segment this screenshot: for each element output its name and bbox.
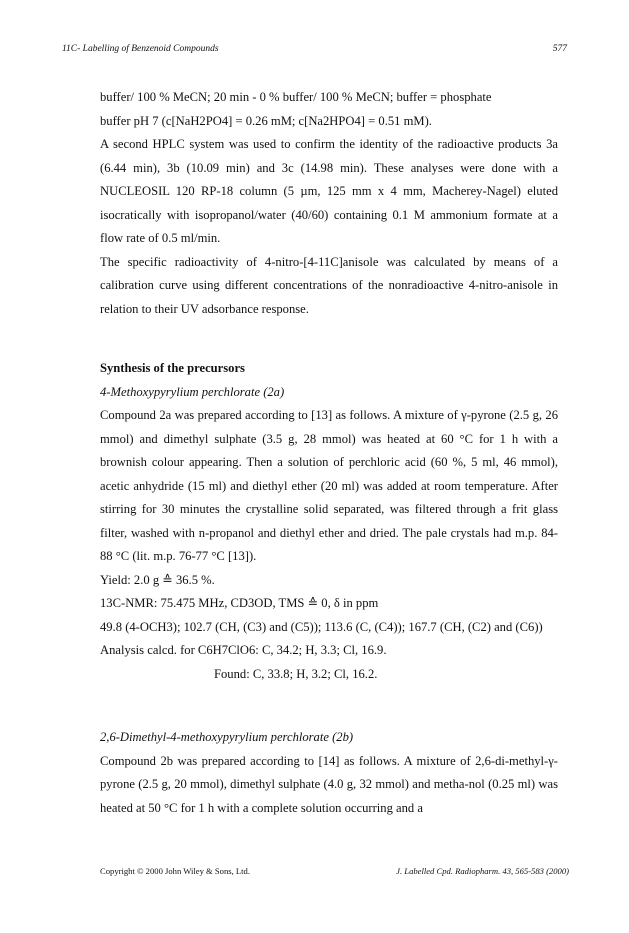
analysis-found: Found: C, 33.8; H, 3.2; Cl, 16.2.	[214, 666, 378, 681]
paragraph-specific-radioactivity: The specific radioactivity of 4-nitro-[4-11C]anisole was calculated by means of a calibration curve using different concentrations of the nonradioactive 4-nitro-anisole in relation to their UV adsorbance response.	[100, 254, 558, 316]
paragraph-line: buffer/ 100 % MeCN; 20 min - 0 % buffer/ 100 % MeCN; buffer = phosphate	[100, 90, 492, 104]
subsection-heading: 4-Methoxypyrylium perchlorate (2a)	[100, 384, 285, 399]
section-heading: Synthesis of the precursors	[100, 361, 245, 375]
yield-line: Yield: 2.0 g ≙ 36.5 %.	[100, 572, 215, 587]
paragraph-hplc-second-system: A second HPLC system was used to confirm the identity of the radioactive products 3a (6.44 min), 3b (10.09 min) and 3c (14.98 min). These analyses were done with a NUCLEOSIL 120 RP-18 column (5 µm, 125 mm x 4 mm, Macherey-Nagel) eluted isocratically with isopropanol/water (40/60) containing 0.1 M ammonium formate at a flow rate of 0.5 ml/min.	[100, 137, 558, 245]
paragraph-procedure: Compound 2a was prepared according to [13] as follows. A mixture of γ-pyrone (2.5 g, 26 mmol) and dimethyl sulphate (3.5 g, 28 mmol) was heated at 60 °C for 1 h with a brownish colour appearing. Then a solution of perchloric acid (60 %, 5 ml, 46 mmol), acetic anhydride (15 ml) and diethyl ether (20 ml) was added at room temperature. After stirring for 30 minutes the crystalline solid separated, was filtered through a frit glass filter, washed with n-propanol and diethyl ether and dried. The pale crystals had m.p. 84-88 °C (lit. m.p. 76-77 °C [13]).	[100, 408, 558, 563]
journal-citation: J. Labelled Cpd. Radiopharm. 43, 565-583 (2000)	[396, 866, 569, 876]
running-head-title: 11C- Labelling of Benzenoid Compounds	[62, 44, 219, 54]
page-number: 577	[552, 44, 567, 54]
subsection-heading: 2,6-Dimethyl-4-methoxypyrylium perchlorate (2b)	[100, 730, 354, 744]
analysis-calcd: Analysis calcd. for C6H7ClO6: C, 34.2; H, 3.3; Cl, 16.9.	[100, 643, 387, 657]
paragraph-procedure: Compound 2b was prepared according to [14] as follows. A mixture of 2,6-di-methyl-γ-pyrone (2.5 g, 20 mmol), dimethyl sulphate (4.0 g, 32 mmol) and metha-nol (0.25 ml) was heated at 50 °C for 1 h with a complete solution occurring and a	[100, 753, 558, 815]
nmr-data: 49.8 (4-OCH3); 102.7 (CH, (C3) and (C5)); 113.6 (C, (C4)); 167.7 (CH, (C2) and (C6))	[100, 619, 543, 634]
paragraph-line: buffer pH 7 (c[NaH2PO4] = 0.26 mM; c[Na2HPO4] = 0.51 mM).	[100, 113, 432, 128]
body-text	[100, 86, 558, 820]
copyright-notice: Copyright © 2000 John Wiley & Sons, Ltd.	[100, 866, 250, 876]
running-head	[62, 44, 567, 58]
nmr-header: 13C-NMR: 75.475 MHz, CD3OD, TMS ≙ 0, δ in ppm	[100, 596, 379, 610]
